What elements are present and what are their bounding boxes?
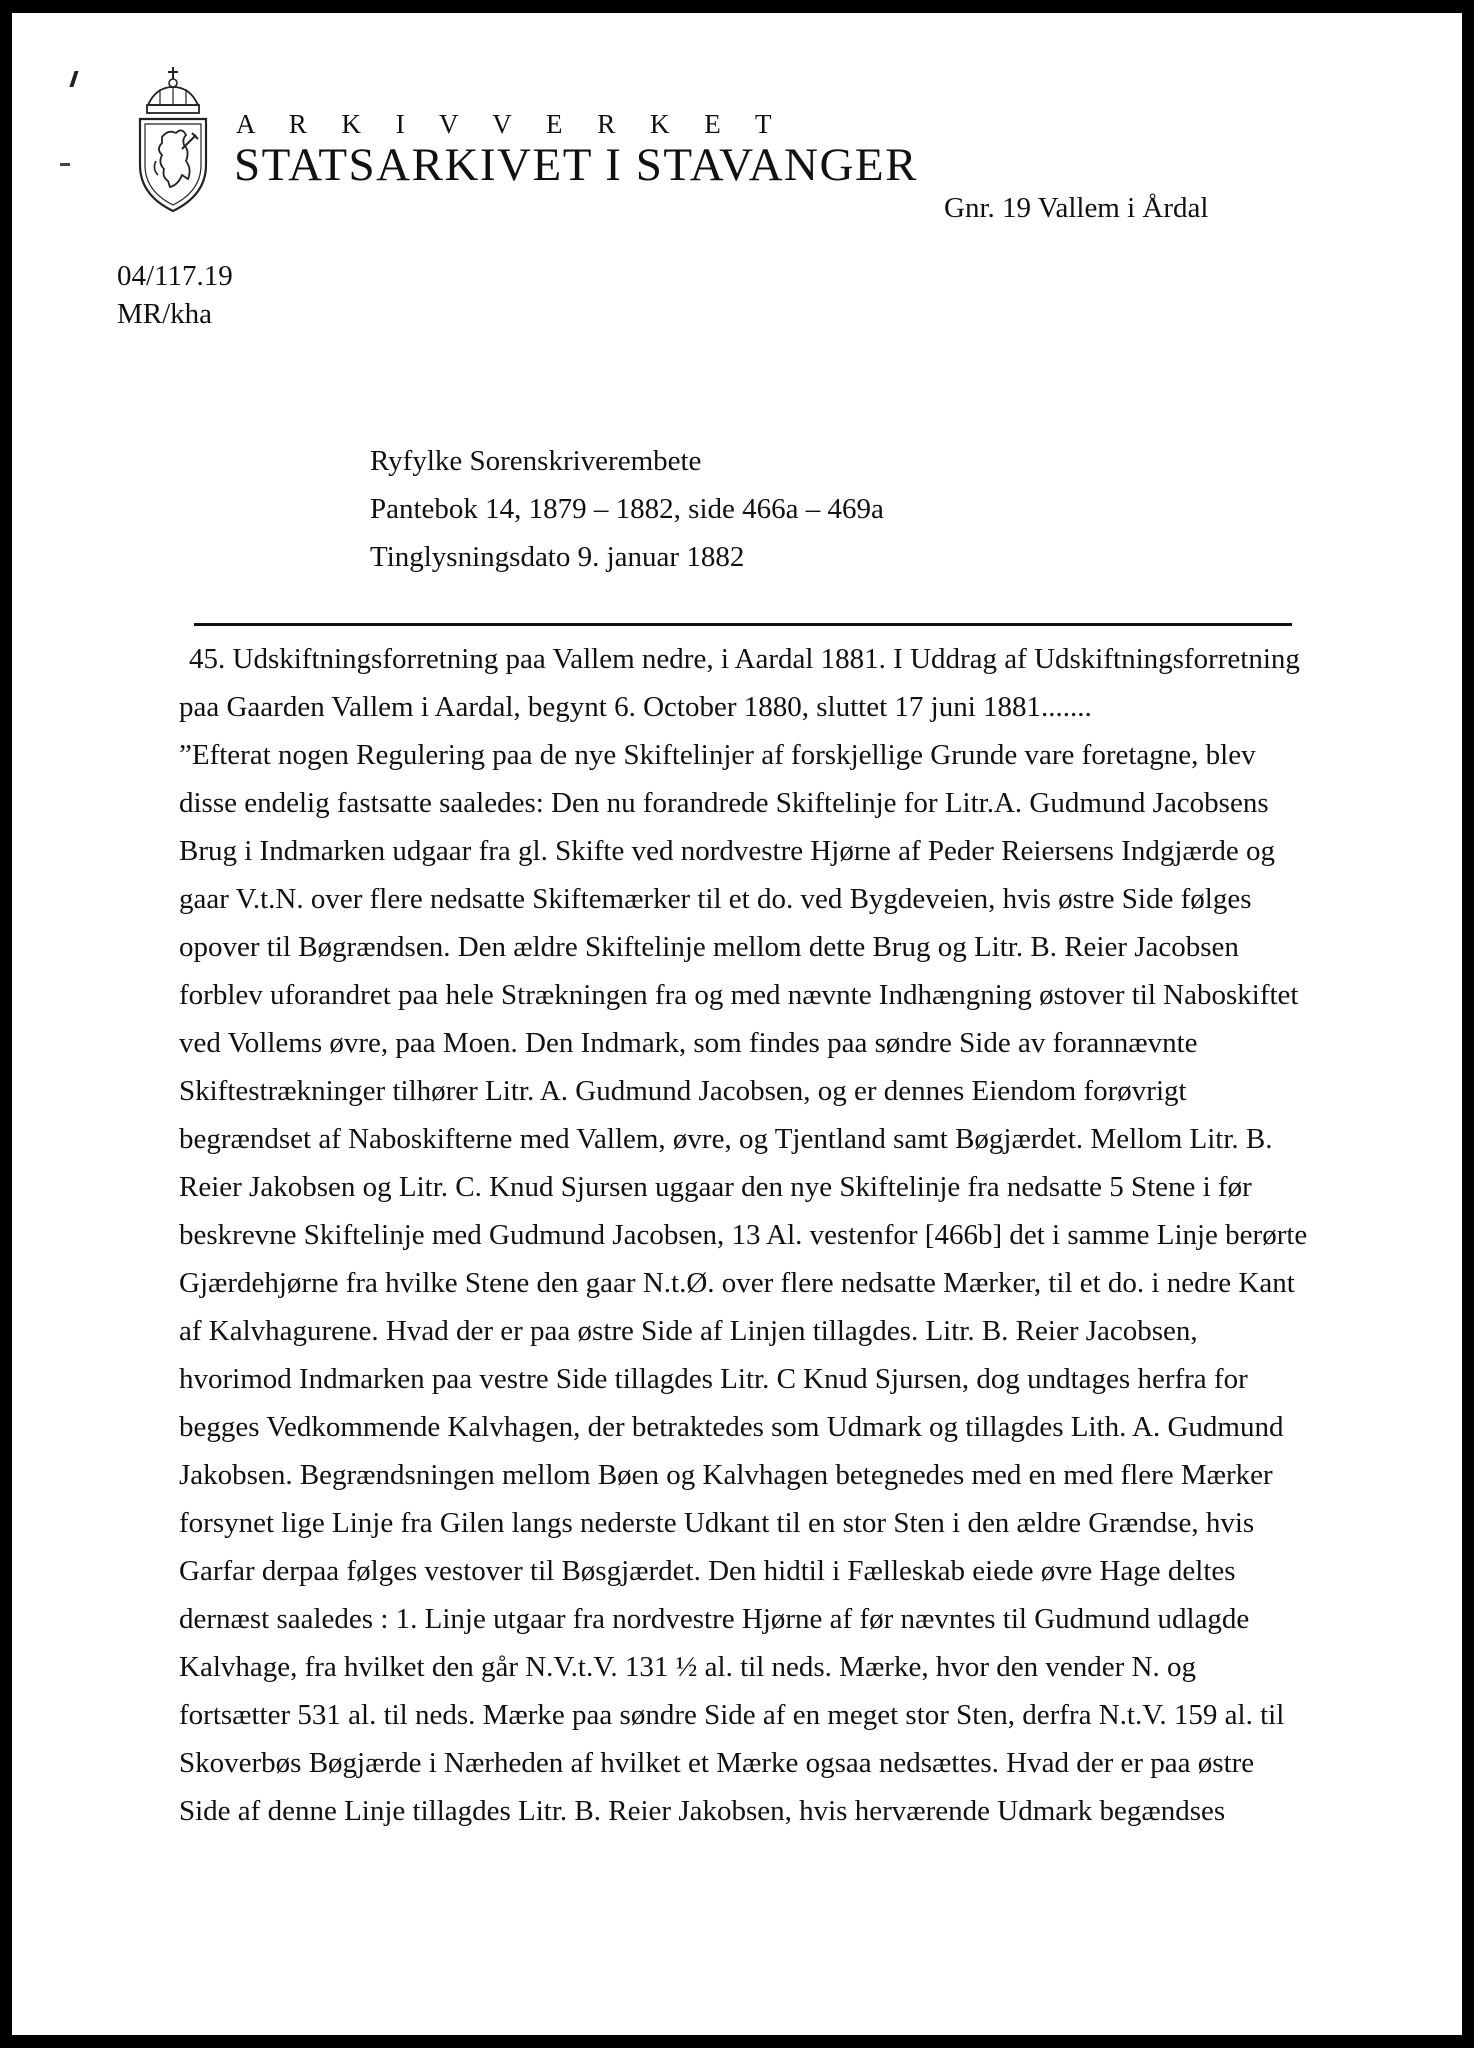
transcription-body bbox=[179, 635, 1308, 1835]
body-line: Jakobsen. Begrændsningen mellom Bøen og Kalvhagen betegnedes med en med flere Mærker bbox=[179, 1459, 1273, 1491]
body-line: beskrevne Skiftelinje med Gudmund Jacobsen, 13 Al. vestenfor [466b] det i samme Linje berørte bbox=[179, 1219, 1308, 1251]
body-line: dernæst saaledes : 1. Linje utgaar fra nordvestre Hjørne af før nævntes til Gudmund udlagde bbox=[179, 1603, 1250, 1635]
body-line: af Kalvhagurene. Hvad der er paa østre Side af Linjen tillagdes. Litr. B. Reier Jacobsen, bbox=[179, 1315, 1198, 1347]
mortgage-book: Pantebok 14, 1879 – 1882, side 466a – 469a bbox=[370, 493, 884, 525]
divider-rule bbox=[194, 623, 1292, 626]
margin-mark bbox=[60, 163, 70, 166]
body-line: opover til Bøgrændsen. Den ældre Skiftelinje mellom dette Brug og Litr. B. Reier Jacobsen bbox=[179, 931, 1239, 963]
registration-date: Tinglysningsdato 9. januar 1882 bbox=[370, 541, 745, 573]
farm-reference: Gnr. 19 Vallem i Årdal bbox=[944, 192, 1209, 224]
organization-name: A R K I V V E R K E T bbox=[236, 109, 786, 139]
source-block bbox=[370, 437, 884, 581]
body-line: paa Gaarden Vallem i Aardal, begynt 6. October 1880, sluttet 17 juni 1881....... bbox=[179, 691, 1092, 723]
document-page bbox=[12, 13, 1462, 2035]
body-line: ”Efterat nogen Regulering paa de nye Skiftelinjer af forskjellige Grunde vare foretagne, blev bbox=[179, 739, 1256, 771]
reference-block bbox=[117, 257, 233, 333]
body-line: forblev uforandret paa hele Strækningen fra og med nævnte Indhængning østover til Naboskiftet bbox=[179, 979, 1299, 1011]
body-line: forsynet lige Linje fra Gilen langs nederste Udkant til en stor Sten i den ældre Grændse, hvis bbox=[179, 1507, 1255, 1539]
initials: MR/kha bbox=[117, 298, 213, 330]
body-line: fortsætter 531 al. til neds. Mærke paa søndre Side af en meget stor Sten, derfra N.t.V. 159 al. til bbox=[179, 1699, 1285, 1731]
body-line: gaar V.t.N. over flere nedsatte Skiftemærker til et do. ved Bygdeveien, hvis østre Side følges bbox=[179, 883, 1252, 915]
body-line: begrændset af Naboskifterne med Vallem, øvre, og Tjentland samt Bøgjærdet. Mellom Litr. B. bbox=[179, 1123, 1273, 1155]
body-line: begges Vedkommende Kalvhagen, der betraktedes som Udmark og tillagdes Lith. A. Gudmund bbox=[179, 1411, 1284, 1443]
body-line: Reier Jakobsen og Litr. C. Knud Sjursen uggaar den nye Skiftelinje fra nedsatte 5 Stene i før bbox=[179, 1171, 1252, 1203]
office-name: STATSARKIVET I STAVANGER bbox=[234, 139, 918, 191]
body-line: ved Vollems øvre, paa Moen. Den Indmark, som findes paa søndre Side av forannævnte bbox=[179, 1027, 1198, 1059]
body-line: disse endelig fastsatte saaledes: Den nu forandrede Skiftelinje for Litr.A. Gudmund Jacobsens bbox=[179, 787, 1269, 819]
body-line: hvorimod Indmarken paa vestre Side tillagdes Litr. C Knud Sjursen, dog undtages herfra for bbox=[179, 1363, 1248, 1395]
body-line: Garfar derpaa følges vestover til Bøsgjærdet. Den hidtil i Fælleskab eiede øvre Hage deltes bbox=[179, 1555, 1236, 1587]
body-line: Kalvhage, fra hvilket den går N.V.t.V. 131 ½ al. til neds. Mærke, hvor den vender N. og bbox=[179, 1651, 1196, 1683]
norwegian-lion-crest-icon bbox=[132, 65, 214, 215]
body-line: Gjærdehjørne fra hvilke Stene den gaar N.t.Ø. over flere nedsatte Mærker, til et do. i nedre Kant bbox=[179, 1267, 1295, 1299]
court-name: Ryfylke Sorenskriverembete bbox=[370, 445, 702, 477]
body-line: 45. Udskiftningsforretning paa Vallem nedre, i Aardal 1881. I Uddrag af Udskiftningsforretning bbox=[189, 643, 1300, 675]
file-number: 04/117.19 bbox=[117, 260, 233, 292]
body-line: Side af denne Linje tillagdes Litr. B. Reier Jakobsen, hvis herværende Udmark begændses bbox=[179, 1795, 1226, 1827]
body-line: Skoverbøs Bøgjærde i Nærheden af hvilket et Mærke ogsaa nedsættes. Hvad der er paa østre bbox=[179, 1747, 1255, 1779]
body-line: Brug i Indmarken udgaar fra gl. Skifte ved nordvestre Hjørne af Peder Reiersens Indgjærde og bbox=[179, 835, 1276, 867]
margin-mark bbox=[69, 71, 78, 87]
body-line: Skiftestrækninger tilhører Litr. A. Gudmund Jacobsen, og er dennes Eiendom forøvrigt bbox=[179, 1075, 1187, 1107]
